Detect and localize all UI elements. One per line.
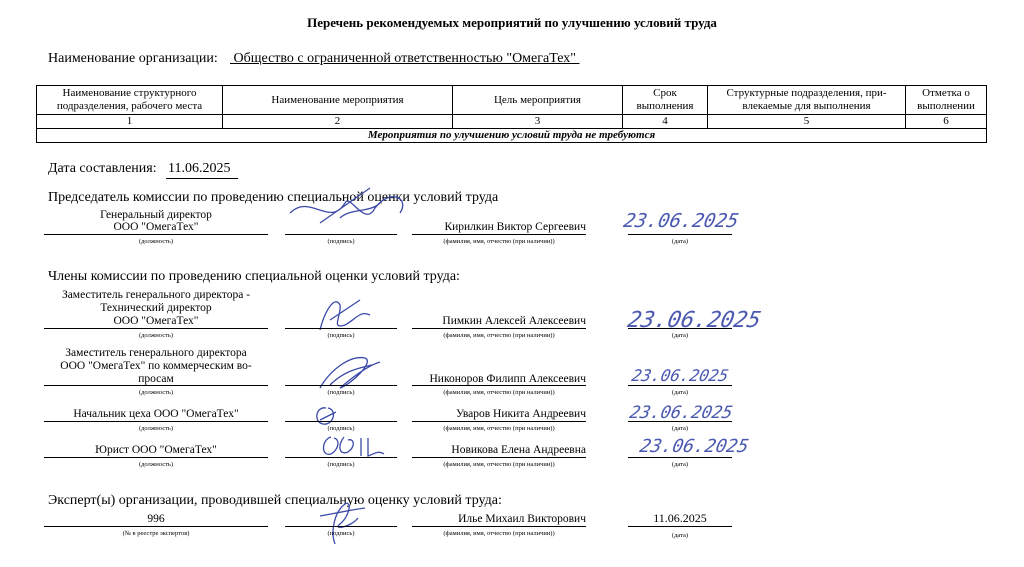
measures-table <box>36 85 987 143</box>
column-number: 6 <box>906 115 987 129</box>
position-caption: (должность) <box>138 425 174 432</box>
position-caption: (должность) <box>138 238 174 245</box>
header-cell: Структурные подразделения, при-влекаемые для выполнения <box>708 86 906 115</box>
date-caption: (дата) <box>671 461 689 468</box>
date-caption: (дата) <box>671 532 689 539</box>
chairman-signature <box>280 183 420 238</box>
chairman-position-line1: Генеральный директор <box>100 209 212 221</box>
members-heading: Члены комиссии по проведению специальной оценки условий труда: <box>48 269 460 284</box>
member-name: Никоноров Филипп Алексеевич <box>429 373 586 385</box>
member-position: просам <box>138 373 174 385</box>
signature-caption: (подпись) <box>327 425 355 432</box>
signature-caption: (подпись) <box>327 530 355 537</box>
column-number: 3 <box>453 115 623 129</box>
expert-date: 11.06.2025 <box>653 511 707 525</box>
fullname-caption: (фамилия, имя, отчество (при наличии)) <box>443 425 555 432</box>
member-position: Заместитель генерального директора <box>65 347 247 359</box>
header-cell: Цель мероприятия <box>453 86 623 115</box>
compiled-date-label: Дата составления: <box>48 161 157 176</box>
column-number: 2 <box>223 115 453 129</box>
fullname-caption: (фамилия, имя, отчество (при наличии)) <box>443 530 555 537</box>
no-measures-note: Мероприятия по улучшению условий труда не требуются <box>37 129 987 143</box>
table-header-row <box>37 86 987 115</box>
chairman-heading: Председатель комиссии по проведению специальной оценки условий труда <box>48 190 499 205</box>
signature-caption: (подпись) <box>327 461 355 468</box>
header-cell: Срок выполнения <box>623 86 708 115</box>
document-title: Перечень рекомендуемых мероприятий по улучшению условий труда <box>307 15 717 30</box>
organization-value: Общество с ограниченной ответственностью "ОмегаТех" <box>230 51 580 66</box>
fullname-caption: (фамилия, имя, отчество (при наличии)) <box>443 389 555 396</box>
organization-label: Наименование организации: <box>48 51 218 66</box>
header-cell: Наименование структурного подразделения, рабочего места <box>37 86 223 115</box>
member-position: Технический директор <box>100 302 212 314</box>
member-date: 23.06.2025 <box>625 308 764 333</box>
chairman-position-line2: ООО "ОмегаТех" <box>113 221 199 233</box>
table-note-row <box>37 129 987 143</box>
fullname-caption: (фамилия, имя, отчество (при наличии)) <box>443 238 555 245</box>
member-position: Начальник цеха ООО "ОмегаТех" <box>73 408 239 420</box>
date-caption: (дата) <box>671 332 689 339</box>
signature-caption: (подпись) <box>327 238 355 245</box>
expert-registry-number: 996 <box>147 513 165 525</box>
member-date: 23.06.2025 <box>629 366 731 385</box>
column-number: 5 <box>708 115 906 129</box>
compiled-date-underline <box>166 178 238 179</box>
registry-caption: (№ в реестре экспертов) <box>122 530 190 537</box>
date-caption: (дата) <box>671 389 689 396</box>
position-caption: (должность) <box>138 461 174 468</box>
member-position: Юрист ООО "ОмегаТех" <box>95 444 217 456</box>
position-caption: (должность) <box>138 389 174 396</box>
member-date: 23.06.2025 <box>627 403 735 423</box>
date-caption: (дата) <box>671 238 689 245</box>
member-name: Новикова Елена Андреевна <box>451 444 586 456</box>
member-name: Уваров Никита Андреевич <box>455 408 586 420</box>
member-position: ООО "ОмегаТех" <box>113 315 199 327</box>
position-caption: (должность) <box>138 332 174 339</box>
fullname-caption: (фамилия, имя, отчество (при наличии)) <box>443 461 555 468</box>
chairman-name: Кирилкин Виктор Сергеевич <box>444 221 586 233</box>
compiled-date-value: 11.06.2025 <box>168 161 231 176</box>
signature-caption: (подпись) <box>327 332 355 339</box>
signature-caption: (подпись) <box>327 389 355 396</box>
header-cell: Наименование мероприятия <box>223 86 453 115</box>
date-caption: (дата) <box>671 425 689 432</box>
column-number: 4 <box>623 115 708 129</box>
table-number-row <box>37 115 987 129</box>
fullname-caption: (фамилия, имя, отчество (при наличии)) <box>443 332 555 339</box>
expert-signature <box>310 496 370 548</box>
chairman-date: 23.06.2025 <box>621 210 741 232</box>
expert-name: Илье Михаил Викторович <box>458 513 586 525</box>
expert-heading: Эксперт(ы) организации, проводившей специальную оценку условий труда: <box>48 493 502 508</box>
header-cell: Отметка о выполнении <box>906 86 987 115</box>
member-date: 23.06.2025 <box>637 436 751 457</box>
member-position: ООО "ОмегаТех" по коммерческим во- <box>60 360 252 372</box>
member-position: Заместитель генерального директора - <box>61 289 251 301</box>
member-name: Пимкин Алексей Алексеевич <box>442 315 586 327</box>
column-number: 1 <box>37 115 223 129</box>
